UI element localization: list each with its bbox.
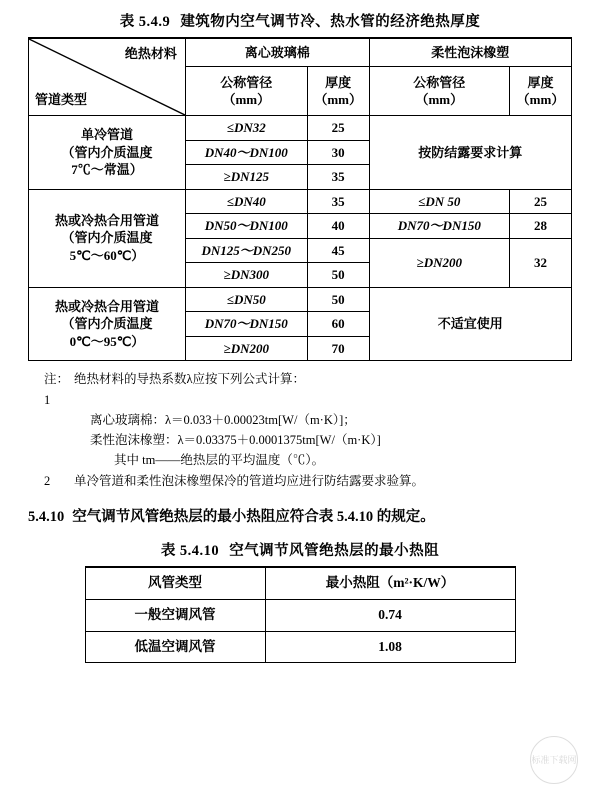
glass-thickness-cell: 50 xyxy=(307,263,369,288)
glass-thickness-cell: 60 xyxy=(307,312,369,337)
note-formula-rubber: 柔性泡沫橡塑：λ＝0.03375＋0.0001375tm[W/（m·K）] xyxy=(90,433,381,448)
glass-diameter-cell: DN70～DN150 xyxy=(185,312,307,337)
rubber-merged-cell-3: 不适宜使用 xyxy=(369,287,571,361)
glass-diameter-cell: DN40～DN100 xyxy=(185,140,307,165)
pipe-type-cell-3: 热或冷热合用管道 （管内介质温度 0℃～95℃） xyxy=(29,287,186,361)
table-row xyxy=(85,631,515,663)
glass-diameter-cell: ≤DN32 xyxy=(185,116,307,141)
glass-thickness-cell: 35 xyxy=(307,189,369,214)
header-rubber-diameter: 公称管径 （mm） xyxy=(369,67,509,116)
clause-5-4-10 xyxy=(28,507,572,529)
table-row xyxy=(29,287,572,312)
rubber-thickness-cell: 32 xyxy=(510,238,572,287)
thermal-resistance-cell: 1.08 xyxy=(265,631,515,663)
table-5-4-9-number: 表 5.4.9 xyxy=(119,14,171,30)
rubber-thickness-cell: 28 xyxy=(510,214,572,239)
note-number: 2 xyxy=(44,473,51,488)
glass-thickness-cell: 40 xyxy=(307,214,369,239)
rubber-diameter-cell: ≤DN 50 xyxy=(369,189,509,214)
clause-number: 5.4.10 xyxy=(28,508,65,525)
glass-thickness-cell: 50 xyxy=(307,287,369,312)
table-row xyxy=(29,116,572,141)
note-text: 单冷管道和柔性泡沫橡塑保冷的管道均应进行防结露要求验算。 xyxy=(74,473,425,488)
glass-thickness-cell: 70 xyxy=(307,336,369,361)
table-row xyxy=(85,567,515,599)
glass-diameter-cell: DN125～DN250 xyxy=(185,238,307,263)
header-rubber-thickness: 厚度 （mm） xyxy=(510,67,572,116)
header-group-glass-wool: 离心玻璃棉 xyxy=(185,38,369,67)
header-glass-thickness: 厚度 （mm） xyxy=(307,67,369,116)
note-number: 注：1 xyxy=(44,372,70,407)
header-min-thermal-resistance: 最小热阻（m²·K/W） xyxy=(265,567,515,599)
glass-diameter-cell: ≥DN300 xyxy=(185,263,307,288)
table-5-4-10-caption: 空气调节风管绝热层的最小热阻 xyxy=(229,542,440,559)
glass-diameter-cell: ≤DN50 xyxy=(185,287,307,312)
table-5-4-10-title xyxy=(28,539,572,560)
duct-type-cell: 低温空调风管 xyxy=(85,631,265,663)
table-5-4-9 xyxy=(28,37,572,361)
duct-type-cell: 一般空调风管 xyxy=(85,599,265,631)
table-5-4-9-title xyxy=(28,10,572,31)
note-item-1 xyxy=(28,369,572,410)
table-5-4-9-caption: 建筑物内空气调节冷、热水管的经济绝热厚度 xyxy=(180,14,481,30)
glass-thickness-cell: 35 xyxy=(307,165,369,190)
header-label-pipe-type: 管道类型 xyxy=(35,92,88,108)
header-corner-cell xyxy=(29,38,186,116)
header-glass-diameter: 公称管径 （mm） xyxy=(185,67,307,116)
glass-diameter-cell: ≥DN125 xyxy=(185,165,307,190)
table-notes xyxy=(28,369,572,491)
table-row xyxy=(29,38,572,67)
table-5-4-10-number: 表 5.4.10 xyxy=(160,542,220,559)
note-item-2 xyxy=(28,471,572,491)
watermark-logo: 标准下载网 xyxy=(530,736,578,784)
glass-thickness-cell: 25 xyxy=(307,116,369,141)
note-formula-legend: 其中 tm——绝热层的平均温度（℃）。 xyxy=(114,453,325,468)
table-row xyxy=(85,599,515,631)
rubber-diameter-cell: ≥DN200 xyxy=(369,238,509,287)
document-page xyxy=(0,10,600,794)
glass-thickness-cell: 45 xyxy=(307,238,369,263)
glass-thickness-cell: 30 xyxy=(307,140,369,165)
rubber-thickness-cell: 25 xyxy=(510,189,572,214)
thermal-resistance-cell: 0.74 xyxy=(265,599,515,631)
pipe-type-cell-1: 单冷管道 （管内介质温度 7℃～常温） xyxy=(29,116,186,190)
table-row xyxy=(29,189,572,214)
rubber-diameter-cell: DN70～DN150 xyxy=(369,214,509,239)
glass-diameter-cell: ≥DN200 xyxy=(185,336,307,361)
glass-diameter-cell: DN50～DN100 xyxy=(185,214,307,239)
note-text: 绝热材料的导热系数λ应按下列公式计算： xyxy=(74,372,306,387)
header-label-material: 绝热材料 xyxy=(124,46,177,61)
pipe-type-cell-2: 热或冷热合用管道 （管内介质温度 5℃～60℃） xyxy=(29,189,186,287)
table-5-4-10 xyxy=(85,566,516,664)
rubber-merged-cell-1: 按防结露要求计算 xyxy=(369,116,571,190)
header-group-flexible-rubber: 柔性泡沫橡塑 xyxy=(369,38,571,67)
header-duct-type: 风管类型 xyxy=(85,567,265,599)
clause-text: 空气调节风管绝热层的最小热阻应符合表 5.4.10 的规定。 xyxy=(72,508,435,525)
glass-diameter-cell: ≤DN40 xyxy=(185,189,307,214)
note-formula-glass: 离心玻璃棉：λ＝0.033＋0.00023tm[W/（m·K）]； xyxy=(90,412,356,427)
